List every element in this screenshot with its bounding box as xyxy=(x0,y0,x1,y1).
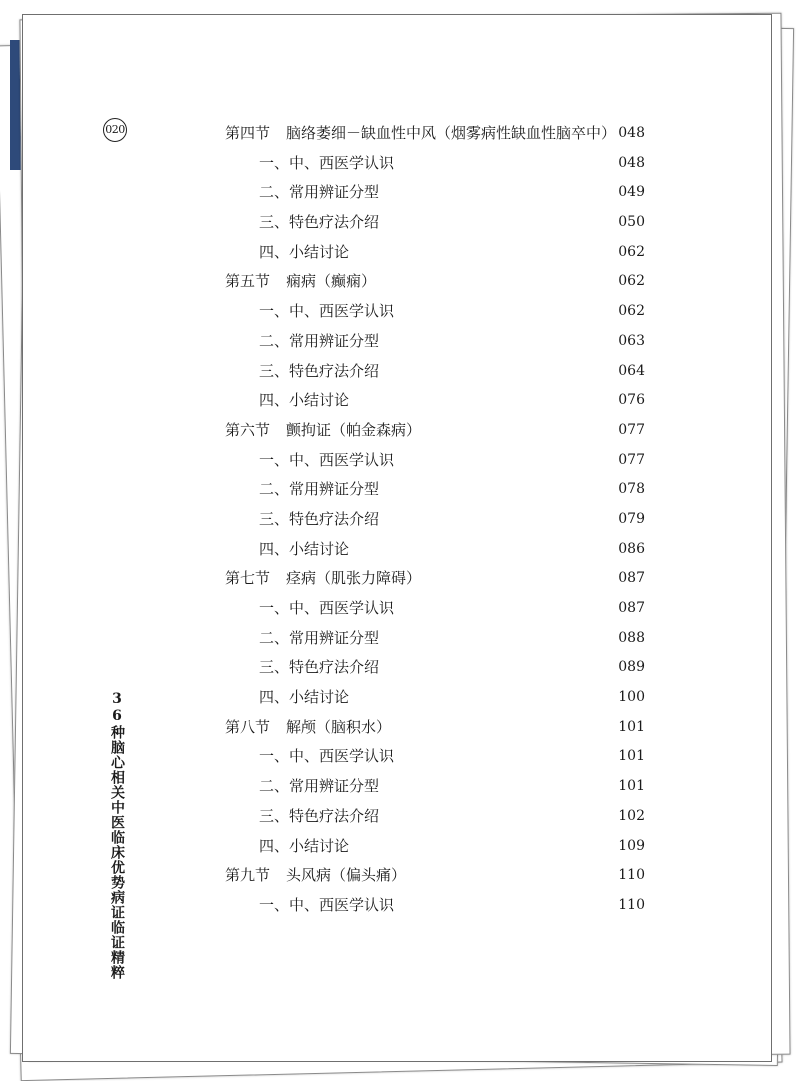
toc-page-number: 101 xyxy=(618,778,645,795)
toc-section-entry[interactable] xyxy=(225,861,645,891)
toc-entry-title: 头风病（偏头痛） xyxy=(286,866,407,885)
toc-section-number: 第八节 xyxy=(225,717,271,736)
toc-entry-title: 一、中、西医学认识 xyxy=(259,747,395,766)
toc-subsection-entry[interactable] xyxy=(225,208,645,238)
toc-subsection-entry[interactable] xyxy=(225,178,645,208)
toc-entry-title: 二、常用辨证分型 xyxy=(259,183,380,202)
toc-page-number: 062 xyxy=(618,243,645,260)
toc-entry-label xyxy=(225,327,379,357)
toc-entry-title: 二、常用辨证分型 xyxy=(259,480,380,499)
toc-subsection-entry[interactable] xyxy=(225,891,645,921)
toc-page-number: 049 xyxy=(618,184,645,201)
toc-entry-title: 三、特色疗法介绍 xyxy=(259,806,380,825)
toc-subsection-entry[interactable] xyxy=(225,446,645,476)
toc-page-number: 063 xyxy=(618,332,645,349)
toc-entry-title: 四、小结讨论 xyxy=(259,242,350,261)
toc-subsection-entry[interactable] xyxy=(225,297,645,327)
toc-page-number: 102 xyxy=(618,807,645,824)
table-of-contents xyxy=(225,119,645,921)
toc-page-number: 050 xyxy=(618,214,645,231)
toc-entry-label xyxy=(225,208,379,238)
toc-page-number: 110 xyxy=(618,867,645,884)
toc-page-number: 101 xyxy=(618,748,645,765)
toc-subsection-entry[interactable] xyxy=(225,535,645,565)
toc-entry-label xyxy=(225,238,349,268)
toc-entry-label xyxy=(225,178,379,208)
toc-entry-title: 二、常用辨证分型 xyxy=(259,777,380,796)
toc-entry-label xyxy=(225,802,379,832)
book-side-title: 36种脑心相关中医临床优势病证临证精粹 xyxy=(109,691,125,980)
toc-page-number: 077 xyxy=(618,421,645,438)
toc-page-number: 078 xyxy=(618,481,645,498)
toc-page-number: 087 xyxy=(618,570,645,587)
toc-subsection-entry[interactable] xyxy=(225,683,645,713)
toc-subsection-entry[interactable] xyxy=(225,357,645,387)
toc-entry-title: 三、特色疗法介绍 xyxy=(259,509,380,528)
toc-entry-title: 三、特色疗法介绍 xyxy=(259,658,380,677)
toc-entry-title: 三、特色疗法介绍 xyxy=(259,213,380,232)
toc-subsection-entry[interactable] xyxy=(225,653,645,683)
toc-subsection-entry[interactable] xyxy=(225,149,645,179)
toc-subsection-entry[interactable] xyxy=(225,594,645,624)
toc-entry-label xyxy=(225,624,379,654)
toc-entry-title: 一、中、西医学认识 xyxy=(259,302,395,321)
toc-entry-label xyxy=(225,267,376,297)
toc-entry-label xyxy=(225,653,379,683)
toc-subsection-entry[interactable] xyxy=(225,475,645,505)
toc-entry-title: 四、小结讨论 xyxy=(259,688,350,707)
toc-page-number: 076 xyxy=(618,392,645,409)
toc-subsection-entry[interactable] xyxy=(225,742,645,772)
toc-page-number: 100 xyxy=(618,689,645,706)
toc-entry-label xyxy=(225,446,394,476)
toc-page-number: 048 xyxy=(618,125,645,141)
toc-entry-title: 脑络萎细－缺血性中风（烟雾病性缺血性脑卒中） xyxy=(286,124,617,142)
toc-entry-title: 痉病（肌张力障碍） xyxy=(286,569,422,588)
toc-entry-label xyxy=(225,861,406,891)
toc-entry-label xyxy=(225,357,379,387)
toc-section-number: 第五节 xyxy=(225,272,271,291)
toc-page-number: 110 xyxy=(618,896,645,913)
toc-entry-label xyxy=(225,772,379,802)
toc-entry-label xyxy=(225,832,349,862)
toc-subsection-entry[interactable] xyxy=(225,505,645,535)
toc-entry-title: 二、常用辨证分型 xyxy=(259,331,380,350)
toc-section-number: 第四节 xyxy=(225,124,271,142)
toc-entry-label xyxy=(225,683,349,713)
toc-section-entry[interactable] xyxy=(225,267,645,297)
document-page xyxy=(22,14,772,1062)
toc-entry-label xyxy=(225,119,616,149)
toc-entry-label xyxy=(225,505,379,535)
toc-entry-label xyxy=(225,564,421,594)
toc-page-number: 064 xyxy=(618,362,645,379)
toc-subsection-entry[interactable] xyxy=(225,624,645,654)
toc-section-number: 第六节 xyxy=(225,420,271,439)
toc-entry-label xyxy=(225,891,394,921)
toc-page-number: 086 xyxy=(618,540,645,557)
toc-subsection-entry[interactable] xyxy=(225,386,645,416)
toc-entry-title: 三、特色疗法介绍 xyxy=(259,361,380,380)
toc-subsection-entry[interactable] xyxy=(225,327,645,357)
toc-entry-label xyxy=(225,713,391,743)
toc-page-number: 101 xyxy=(618,718,645,735)
toc-entry-label xyxy=(225,297,394,327)
toc-page-number: 088 xyxy=(618,629,645,646)
toc-page-number: 079 xyxy=(618,510,645,527)
toc-subsection-entry[interactable] xyxy=(225,832,645,862)
toc-section-number: 第九节 xyxy=(225,866,271,885)
toc-entry-label xyxy=(225,535,349,565)
toc-subsection-entry[interactable] xyxy=(225,802,645,832)
toc-entry-label xyxy=(225,416,421,446)
toc-section-entry[interactable] xyxy=(225,713,645,743)
toc-entry-title: 解颅（脑积水） xyxy=(286,717,392,736)
toc-entry-title: 二、常用辨证分型 xyxy=(259,628,380,647)
toc-entry-title: 一、中、西医学认识 xyxy=(259,153,395,172)
toc-entry-label xyxy=(225,742,394,772)
toc-entry-label xyxy=(225,475,379,505)
toc-entry-label xyxy=(225,594,394,624)
toc-page-number: 109 xyxy=(618,837,645,854)
toc-page-number: 062 xyxy=(618,303,645,320)
toc-entry-title: 四、小结讨论 xyxy=(259,391,350,410)
toc-entry-title: 一、中、西医学认识 xyxy=(259,895,395,914)
toc-entry-title: 痫病（癫痫） xyxy=(286,272,377,291)
toc-page-number: 089 xyxy=(618,659,645,676)
toc-subsection-entry[interactable] xyxy=(225,772,645,802)
toc-section-number: 第七节 xyxy=(225,569,271,588)
page-number: 020 xyxy=(103,118,127,142)
toc-page-number: 048 xyxy=(618,154,645,171)
toc-entry-title: 一、中、西医学认识 xyxy=(259,599,395,617)
toc-entry-title: 一、中、西医学认识 xyxy=(259,450,395,469)
toc-entry-label xyxy=(225,149,394,179)
toc-entry-title: 四、小结讨论 xyxy=(259,836,350,855)
toc-page-number: 062 xyxy=(618,273,645,290)
toc-section-entry[interactable] xyxy=(225,564,645,594)
toc-page-number: 087 xyxy=(618,600,645,616)
toc-subsection-entry[interactable] xyxy=(225,238,645,268)
toc-entry-title: 颤拘证（帕金森病） xyxy=(286,420,422,439)
toc-page-number: 077 xyxy=(618,451,645,468)
toc-entry-title: 四、小结讨论 xyxy=(259,539,350,558)
toc-section-entry[interactable] xyxy=(225,119,645,149)
toc-entry-label xyxy=(225,386,349,416)
toc-section-entry[interactable] xyxy=(225,416,645,446)
